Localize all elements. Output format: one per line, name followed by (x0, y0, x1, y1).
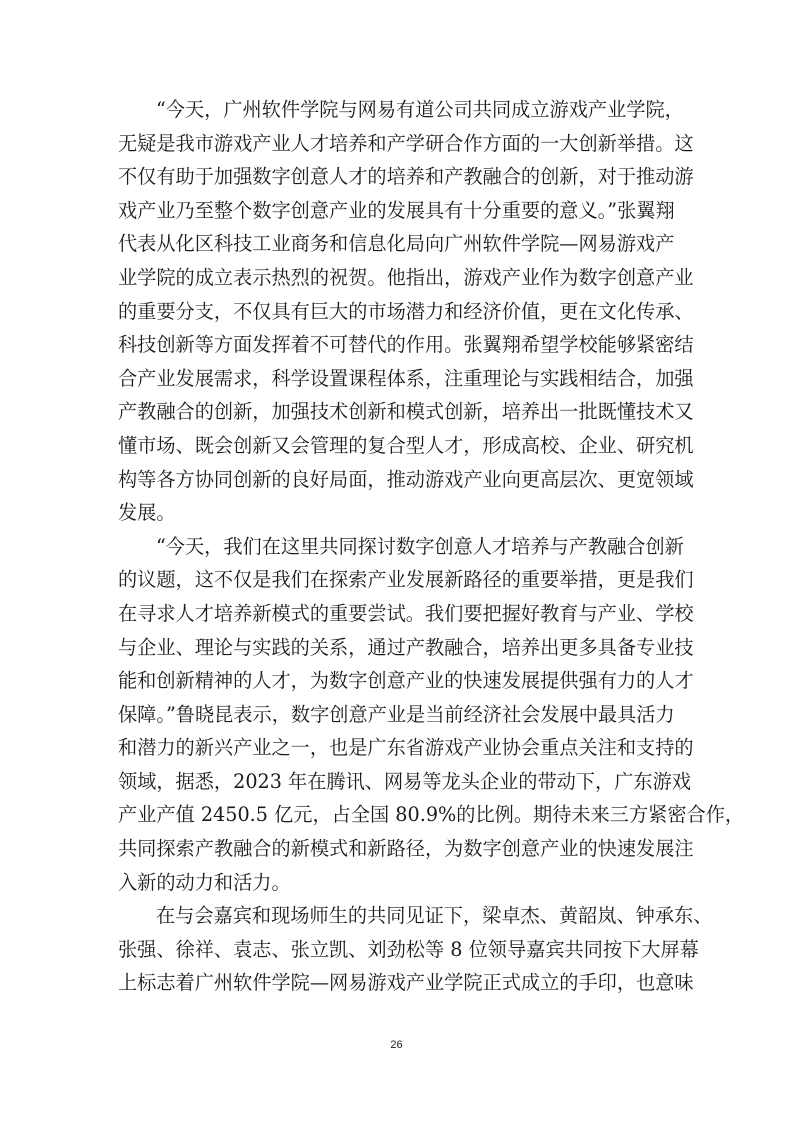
text-line: 业学院的成立表示热烈的祝贺。他指出，游戏产业作为数字创意产业 (118, 265, 694, 289)
text-line: 科技创新等方面发挥着不可替代的作用。张翼翔希望学校能够紧密结 (118, 333, 694, 357)
text-line: “今天，我们在这里共同探讨数字创意人才培养与产教融合创新 (156, 534, 684, 558)
text-line: 入新的动力和活力。 (118, 870, 291, 894)
paragraph-3 (118, 899, 713, 1000)
text-line: 发展。 (118, 501, 176, 525)
text-line: 产教融合的创新，加强技术创新和模式创新，培养出一批既懂技术又 (118, 400, 694, 424)
text-line: 在寻求人才培养新模式的重要尝试。我们要把握好教育与产业、学校 (118, 601, 694, 625)
text-line: 张强、徐祥、袁志、张立凯、刘劲松等 8 位领导嘉宾共同按下大屏幕 (118, 937, 699, 961)
body-text (118, 93, 745, 1000)
text-line: 能和创新精神的人才，为数字创意产业的快速发展提供强有力的人才 (118, 669, 694, 693)
text-line: 构等各方协同创新的良好局面，推动游戏产业向更高层次、更宽领域 (118, 467, 694, 491)
text-line: 领域，据悉，2023 年在腾讯、网易等龙头企业的带动下，广东游戏 (118, 769, 691, 793)
text-line: 合产业发展需求，科学设置课程体系，注重理论与实践相结合，加强 (118, 366, 694, 390)
paragraph-1 (118, 93, 694, 530)
text-line: 戏产业乃至整个数字创意产业的发展具有十分重要的意义。”张翼翔 (118, 198, 675, 222)
text-line: “今天，广州软件学院与网易有道公司共同成立游戏产业学院， (156, 98, 684, 121)
text-line: 上标志着广州软件学院—网易游戏产业学院正式成立的手印，也意味 (118, 971, 694, 995)
text-line: 在与会嘉宾和现场师生的共同见证下，梁卓杰、黄韶岚、钟承东、 (156, 904, 713, 928)
text-line: 的议题，这不仅是我们在探索产业发展新路径的重要举措，更是我们 (118, 568, 694, 592)
text-line: 的重要分支，不仅具有巨大的市场潜力和经济价值，更在文化传承、 (118, 299, 694, 323)
text-line: 和潜力的新兴产业之一，也是广东省游戏产业协会重点关注和支持的 (118, 736, 694, 760)
text-line: 无疑是我市游戏产业人才培养和产学研合作方面的一大创新举措。这 (118, 131, 694, 155)
text-line: 与企业、理论与实践的关系，通过产教融合，培养出更多具备专业技 (118, 635, 694, 659)
paragraph-2 (118, 530, 745, 900)
text-line: 不仅有助于加强数字创意人才的培养和产教融合的创新，对于推动游 (118, 165, 694, 189)
text-line: 代表从化区科技工业商务和信息化局向广州软件学院—网易游戏产 (118, 232, 675, 256)
text-line: 懂市场、既会创新又会管理的复合型人才，形成高校、企业、研究机 (118, 433, 694, 457)
page-number: 26 (390, 1039, 403, 1051)
text-line: 共同探索产教融合的新模式和新路径，为数字创意产业的快速发展注 (118, 837, 694, 861)
text-line: 保障。”鲁晓昆表示，数字创意产业是当前经济社会发展中最具活力 (118, 702, 675, 726)
text-line: 产业产值 2450.5 亿元，占全国 80.9%的比例。期待未来三方紧密合作， (118, 803, 745, 827)
